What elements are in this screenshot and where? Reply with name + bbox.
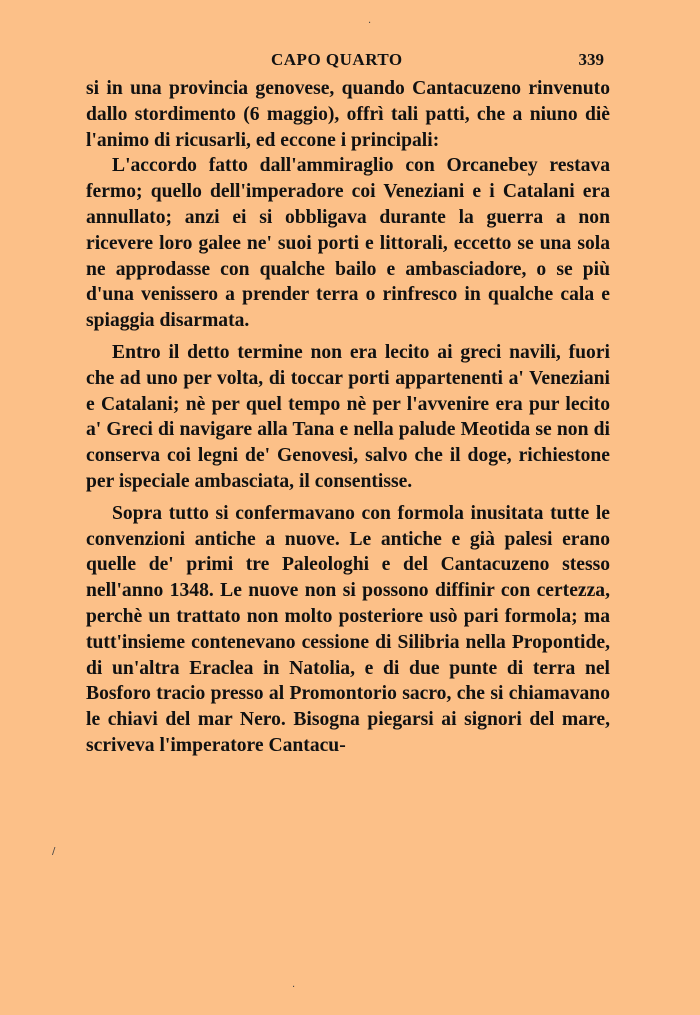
paragraph-3: Entro il detto termine non era lecito ai greci navili, fuori che ad uno per volta, di toccar porti appartenenti a' Veneziani e Catalani; nè per quel tempo nè per l'avvenire era pur lecito a' Greci di navigare alla Tana e nella palude Meotida se non di conserva coi legni de' Genovesi, salvo che il doge, richiestone per ispeciale ambasciata, il consentisse. xyxy=(86,341,610,492)
book-page xyxy=(86,46,610,759)
paragraph-4: Sopra tutto si confermavano con formola inusitata tutte le convenzioni antiche a nuove. Le antiche e già palesi erano quelle de' primi tre Paleologhi e del Cantacuzeno stesso nell'anno 1348. Le nuove non si possono diffinir con certezza, perchè un trattato non molto posteriore usò pari formola; ma tutt'insieme contenevano cessione di Silibria nella Propontide, di un'altra Eraclea in Natolia, e di due punte di terra nel Bosforo tracio presso al Promontorio sacro, che si chiamavano le chiavi del mar Nero. Bisogna piegarsi ai signori del mare, scriveva l'imperatore Cantacu- xyxy=(86,502,610,756)
page-header xyxy=(86,46,610,76)
paragraph-1: si in una provincia genovese, quando Cantacuzeno rinvenuto dallo stordimento (6 maggio), offrì tali patti, che a niuno diè l'animo di ricusarli, ed eccone i principali: xyxy=(86,78,610,151)
bottom-speck: · xyxy=(292,982,296,993)
left-margin-speck: / xyxy=(52,846,56,857)
body-text xyxy=(86,76,610,759)
paragraph-2: L'accordo fatto dall'ammiraglio con Orcanebey restava fermo; quello dell'imperadore coi Veneziani e i Catalani era annullato; anzi ei si obbligava durante la guerra a non ricevere loro galee ne' suoi porti e littorali, eccetto se una sola ne approdasse con qualche bailo e ambasciadore, o se più d'una venissero a prender terra o rinfresco in qualche cala e spiaggia disarmata. xyxy=(86,155,610,332)
top-speck: · xyxy=(368,18,372,29)
page-number: 339 xyxy=(578,50,604,69)
running-title: CAPO QUARTO xyxy=(271,50,403,69)
